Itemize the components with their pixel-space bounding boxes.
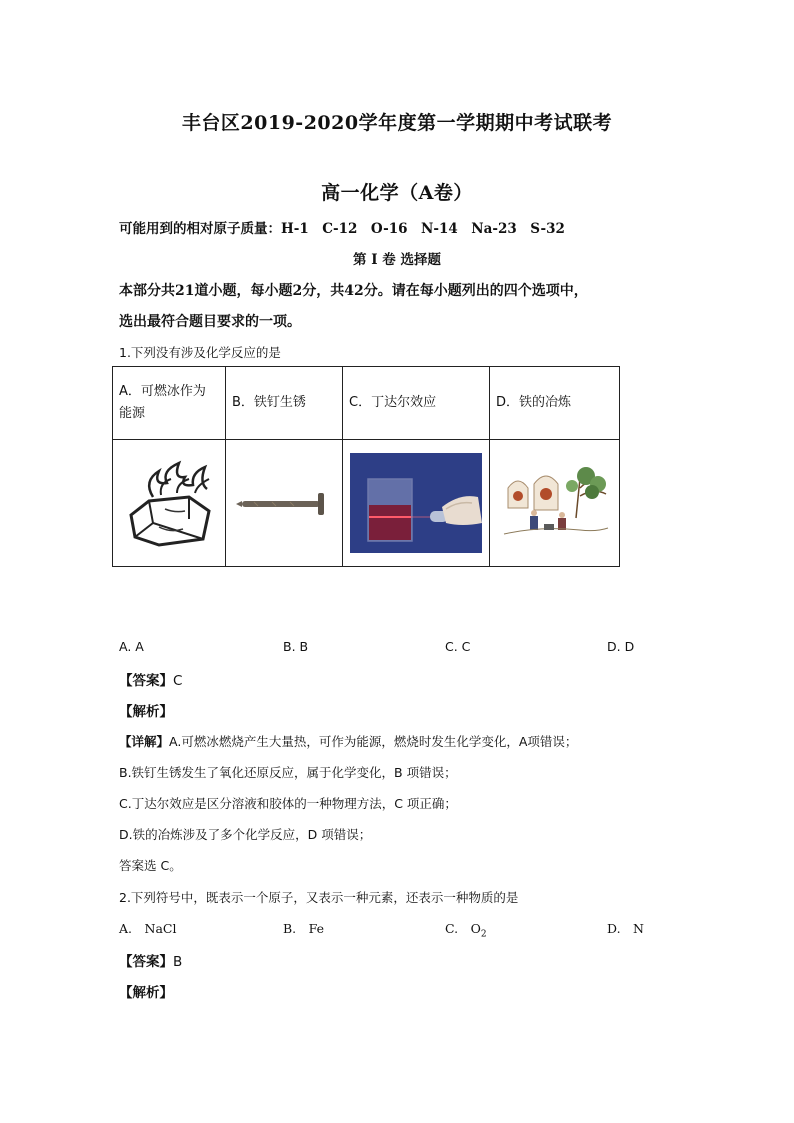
q1-image-cell-a — [113, 440, 226, 567]
q1-detail-line-2: B.铁钉生锈发生了氧化还原反应，属于化学变化，B 项错误； — [119, 765, 457, 780]
q1-label-c: C．丁达尔效应 — [349, 394, 437, 410]
iron-smelting-scene-icon — [500, 458, 610, 548]
tyndall-beaker-icon — [350, 453, 482, 553]
q1-options-table — [112, 366, 620, 567]
q1-detail-line-1 — [119, 732, 577, 750]
q1-answer-tag: 【答案】 — [119, 673, 173, 689]
q1-option-c: C. C — [445, 639, 471, 654]
q1-image-cell-d — [490, 440, 620, 567]
q1-analysis-tag: 【解析】 — [119, 704, 173, 720]
section-title: 第 I 卷 选择题 — [353, 252, 441, 268]
q1-detail-tag: 【详解】 — [119, 734, 170, 749]
q1-answer — [119, 669, 182, 689]
page-title: 丰台区2019-2020学年度第一学期期中考试联考 — [181, 112, 613, 134]
q2-option-c — [445, 919, 487, 940]
q1-cell-d — [490, 367, 620, 440]
q2-answer — [119, 950, 182, 970]
rusty-nail-icon — [234, 483, 334, 523]
q1-answer-value: C — [173, 673, 183, 689]
q1-option-a: A. A — [119, 639, 144, 654]
q1-cell-c — [343, 367, 490, 440]
q2-analysis-tag: 【解析】 — [119, 985, 173, 1001]
q1-cell-b — [226, 367, 343, 440]
q2-option-c-text: C. O — [445, 921, 481, 936]
q1-label-a2: 能源 — [119, 406, 146, 421]
instructions-line-2: 选出最符合题目要求的一项。 — [119, 314, 301, 330]
q1-cell-a — [113, 367, 226, 440]
q1-detail-line-4: D.铁的冶炼涉及了多个化学反应，D 项错误； — [119, 827, 372, 842]
q1-option-d: D. D — [607, 639, 635, 654]
flaming-ice-icon — [119, 453, 219, 553]
instructions-line-1: 本部分共21道小题，每小题2分，共42分。请在每小题列出的四个选项中， — [119, 283, 588, 299]
q2-option-c-subscript: 2 — [480, 929, 487, 940]
atomic-mass-line: 可能用到的相对原子质量：H-1 C-12 O-16 N-14 Na-23 S-32 — [119, 221, 565, 237]
q1-stem: 1.下列没有涉及化学反应的是 — [119, 345, 281, 360]
q2-stem: 2.下列符号中，既表示一个原子，又表示一种元素，还表示一种物质的是 — [119, 890, 519, 905]
q1-detail-line-3: C.丁达尔效应是区分溶液和胶体的一种物理方法，C 项正确； — [119, 796, 457, 811]
q1-label-b: B．铁钉生锈 — [232, 394, 306, 410]
q1-detail-text-1: A.可燃冰燃烧产生大量热，可作为能源，燃烧时发生化学变化，A项错误； — [169, 734, 578, 749]
q2-option-a: A. NaCl — [119, 921, 177, 936]
q2-answer-value: B — [173, 954, 183, 970]
page-subtitle: 高一化学（A卷） — [321, 182, 473, 204]
q1-option-b: B. B — [283, 639, 309, 654]
q2-option-d: D. N — [607, 921, 644, 936]
q1-label-d: D．铁的冶炼 — [496, 394, 572, 410]
q1-image-cell-b — [226, 440, 343, 567]
q2-option-b: B. Fe — [283, 921, 325, 936]
q1-label-a1: A．可燃冰作为 — [119, 383, 206, 399]
q1-detail-line-5: 答案选 C。 — [119, 858, 182, 873]
q2-answer-tag: 【答案】 — [119, 954, 173, 970]
q1-image-cell-c — [343, 440, 490, 567]
